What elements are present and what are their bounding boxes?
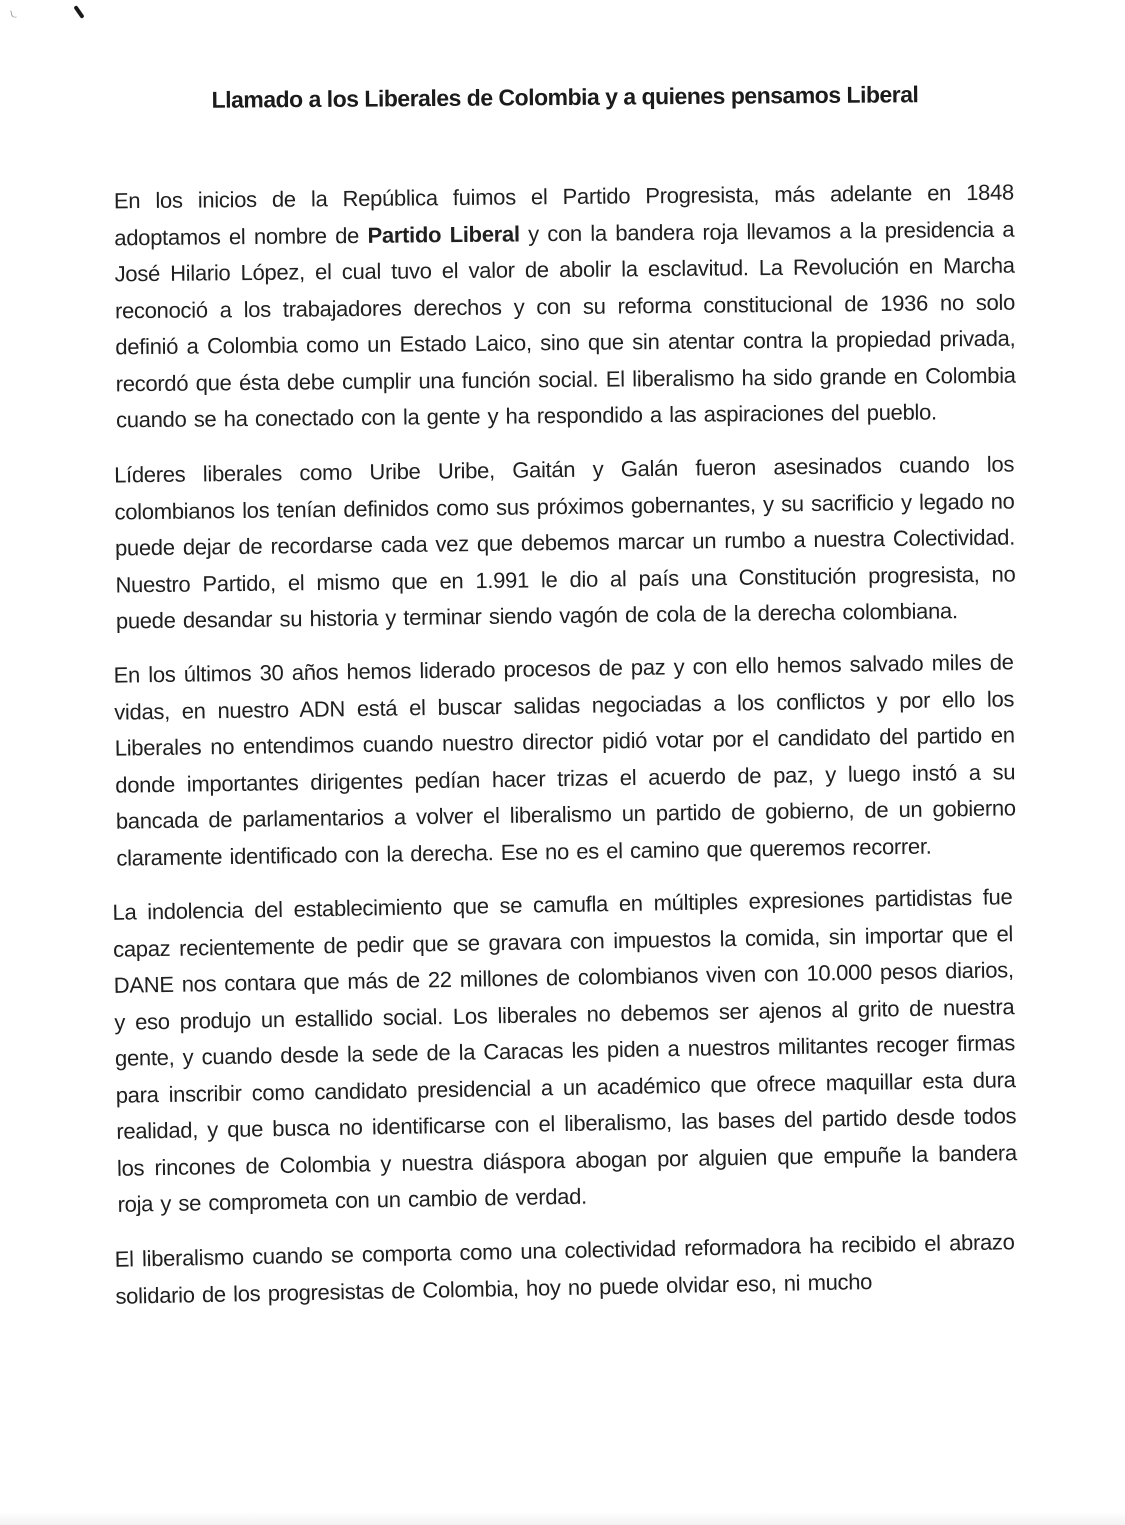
paragraph-1	[114, 175, 1016, 439]
smudge-mark	[10, 10, 17, 19]
paragraph-text: La indolencia del establecimiento que se camufla en múltiples expresiones partidistas fue capaz recientemente de pedir que se gravara con impuestos la comida, sin importar que el DANE nos contara que más de 22 millones de colombianos viven con 10.000 pesos diarios, y eso produjo un estallido social. Los liberales no debemos ser ajenos al grito de nuestra gente, y cuando desde la sede de la Caracas les piden a nuestros militantes recoger firmas para inscribir como candidato presidencial a un académico que ofrece maquillar esta dura realidad, y que busca no identificarse con el liberalismo, las bases del partido desde todos los rincones de Colombia y nuestra diáspora abogan por alguien que empuñe la bandera roja y se comprometa con un cambio de verdad.	[112, 884, 1018, 1217]
pen-tick-mark	[73, 5, 84, 19]
paragraph-4	[112, 879, 1018, 1223]
paragraph-text: En los inicios de la República fuimos el Partido Progresista, más adelante en 1848 adoptamos el nombre de	[113, 179, 1015, 250]
paragraph-text: y con la bandera roja llevamos a la presidencia a José Hilario López, el cual tuvo el valor de abolir la esclavitud. La Revolución en Marcha reconoció a los trabajadores derechos y con su reforma constitucional de 1936 no solo definió a Colombia como un Estado Laico, sino que sin atentar contra la propiedad privada, recordó que ésta debe cumplir una función social. El liberalismo ha sido grande en Colombia cuando se ha conectado con la gente y ha respondido a las aspiraciones del pueblo.	[114, 216, 1016, 433]
paragraph-text: El liberalismo cuando se comporta como una colectividad reformadora ha recibido el abrazo solidario de los progresistas de Colombia, hoy no puede olvidar eso, ni mucho	[114, 1228, 1015, 1308]
document-title: Llamado a los Liberales de Colombia y a quienes pensamos Liberal	[211, 81, 919, 113]
paragraph-3	[113, 644, 1016, 876]
document-content	[112, 81, 1018, 1323]
paragraph-5	[114, 1224, 1015, 1315]
paragraph-text: Líderes liberales como Uribe Uribe, Gaitán y Galán fueron asesinados cuando los colombianos los tenían definidos como sus próximos gobernantes, y su sacrificio y legado no puede dejar de recordarse cada vez que debemos marcar un rumbo a nuestra Colectividad. Nuestro Partido, el mismo que en 1.991 le dio al país una Constitución progresista, no puede desandar su historia y terminar siendo vagón de cola de la derecha colombiana.	[113, 451, 1016, 633]
paragraph-text-bold: Partido Liberal	[367, 220, 520, 248]
paragraph-2	[114, 446, 1016, 639]
page-edge-shadow	[0, 1513, 1125, 1525]
paragraph-text: En los últimos 30 años hemos liderado procesos de paz y con ello hemos salvado miles de vidas, en nuestro ADN está el buscar salidas negociadas a los conflictos y por ello los Liberales no entendimos cuando nuestro director pidió votar por el candidato del partido en donde importantes dirigentes pedían hacer trizas el acuerdo de paz, y luego instó a su bancada de parlamentarios a volver el liberalismo un partido de gobierno, de un gobierno claramente identificado con la derecha. Ese no es el camino que queremos recorrer.	[113, 649, 1016, 871]
